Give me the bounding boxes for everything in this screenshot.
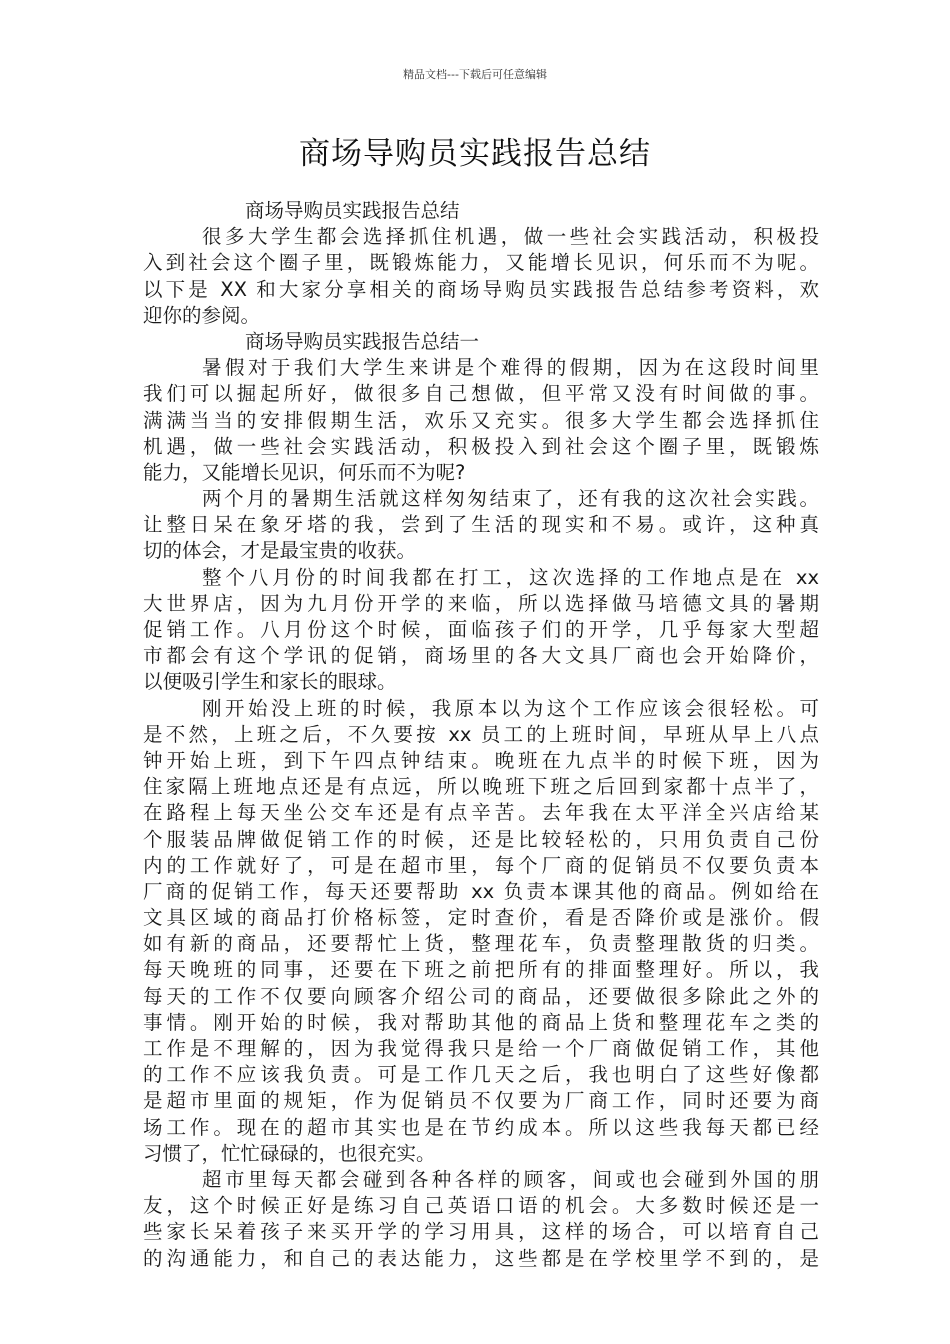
body-text xyxy=(143,198,819,1272)
text-line: 钟开始上班，到下午四点钟结束。晚班在九点半的时候下班，因为 xyxy=(143,748,819,772)
text-line: 暑假对于我们大学生来讲是个难得的假期，因为在这段时间里 xyxy=(202,356,819,380)
text-line: 以便吸引学生和家长的眼球。 xyxy=(143,670,397,694)
text-line: 内的工作就好了，可是在超市里，每个厂商的促销员不仅要负责本 xyxy=(143,853,819,877)
text-line: 大世界店，因为九月份开学的来临，所以选择做马培德文具的暑期 xyxy=(143,591,819,615)
text-line: 商场导购员实践报告总结一 xyxy=(245,329,480,353)
text-line: 让整日呆在象牙塔的我，尝到了生活的现实和不易。或许，这种真 xyxy=(143,513,819,537)
text-line: 习惯了，忙忙碌碌的，也很充实。 xyxy=(143,1141,436,1165)
text-line: 文具区域的商品打价格标签，定时查价，看是否降价或是涨价。假 xyxy=(143,906,819,930)
text-line: 刚开始没上班的时候，我原本以为这个工作应该会很轻松。可 xyxy=(202,696,819,720)
text-line: 能力，又能增长见识，何乐而不为呢? xyxy=(143,460,466,484)
text-line: 我们可以掘起所好，做很多自己想做，但平常又没有时间做的事。 xyxy=(143,382,819,406)
text-line: 是超市里面的规矩，作为促销员不仅要为厂商工作，同时还要为商 xyxy=(143,1089,819,1113)
text-line: 些家长呆着孩子来买开学的学习用具，这样的场合，可以培育自己 xyxy=(143,1220,819,1244)
text-line: 是不然，上班之后，不久要按 xx 员工的上班时间，早班从早上八点 xyxy=(143,722,819,746)
text-line: 事情。刚开始的时候，我对帮助其他的商品上货和整理花车之类的 xyxy=(143,1010,819,1034)
text-line: 的工作不应该我负责。可是工作几天之后，我也明白了这些好像都 xyxy=(143,1063,819,1087)
text-line: 市都会有这个学讯的促销，商场里的各大文具厂商也会开始降价， xyxy=(143,644,819,668)
text-line: 如有新的商品，还要帮忙上货，整理花车，负责整理散货的归类。 xyxy=(143,932,819,956)
text-line: 两个月的暑期生活就这样匆匆结束了，还有我的这次社会实践。 xyxy=(202,487,819,511)
text-line: 整个八月份的时间我都在打工，这次选择的工作地点是在 xx xyxy=(202,565,819,589)
text-line: 每天的工作不仅要向顾客介绍公司的商品，还要做很多除此之外的 xyxy=(143,984,819,1008)
text-line: 厂商的促销工作，每天还要帮助 xx 负责本课其他的商品。例如给在 xyxy=(143,879,819,903)
text-line: 超市里每天都会碰到各种各样的顾客，间或也会碰到外国的朋 xyxy=(202,1167,819,1191)
text-line: 每天晚班的同事，还要在下班之前把所有的排面整理好。所以，我 xyxy=(143,958,819,982)
text-line: 入到社会这个圈子里，既锻炼能力，又能增长见识，何乐而不为呢。 xyxy=(143,251,819,275)
text-line: 住家隔上班地点还是有点远，所以晚班下班之后回到家都十点半了， xyxy=(143,775,819,799)
text-line: 切的体会，才是最宝贵的收获。 xyxy=(143,539,417,563)
document-title: 商场导购员实践报告总结 xyxy=(299,136,651,172)
text-line: 满满当当的安排假期生活，欢乐又充实。很多大学生都会选择抓住 xyxy=(143,408,819,432)
text-line: 机遇，做一些社会实践活动，积极投入到社会这个圈子里，既锻炼 xyxy=(143,434,819,458)
text-line: 商场导购员实践报告总结 xyxy=(245,199,460,222)
text-line: 在路程上每天坐公交车还是有点辛苦。去年我在太平洋全兴店给某 xyxy=(143,801,819,825)
text-line: 的沟通能力，和自己的表达能力，这些都是在学校里学不到的，是 xyxy=(143,1246,819,1270)
text-line: 促销工作。八月份这个时候，面临孩子们的开学，几乎每家大型超 xyxy=(143,618,819,641)
text-line: 很多大学生都会选择抓住机遇，做一些社会实践活动，积极投 xyxy=(202,225,819,249)
text-line: 以下是 XX 和大家分享相关的商场导购员实践报告总结参考资料，欢 xyxy=(143,277,819,301)
text-line: 工作是不理解的，因为我觉得我只是给一个厂商做促销工作，其他 xyxy=(143,1037,819,1060)
text-line: 迎你的参阅。 xyxy=(143,303,261,327)
text-line: 个服装品牌做促销工作的时候，还是比较轻松的，只用负责自己份 xyxy=(143,827,819,851)
text-line: 友，这个时候正好是练习自己英语口语的机会。大多数时候还是一 xyxy=(143,1194,819,1218)
text-line: 场工作。现在的超市其实也是在节约成本。所以这些我每天都已经 xyxy=(143,1115,819,1139)
header-note: 精品文档---下载后可任意编辑 xyxy=(403,68,547,81)
